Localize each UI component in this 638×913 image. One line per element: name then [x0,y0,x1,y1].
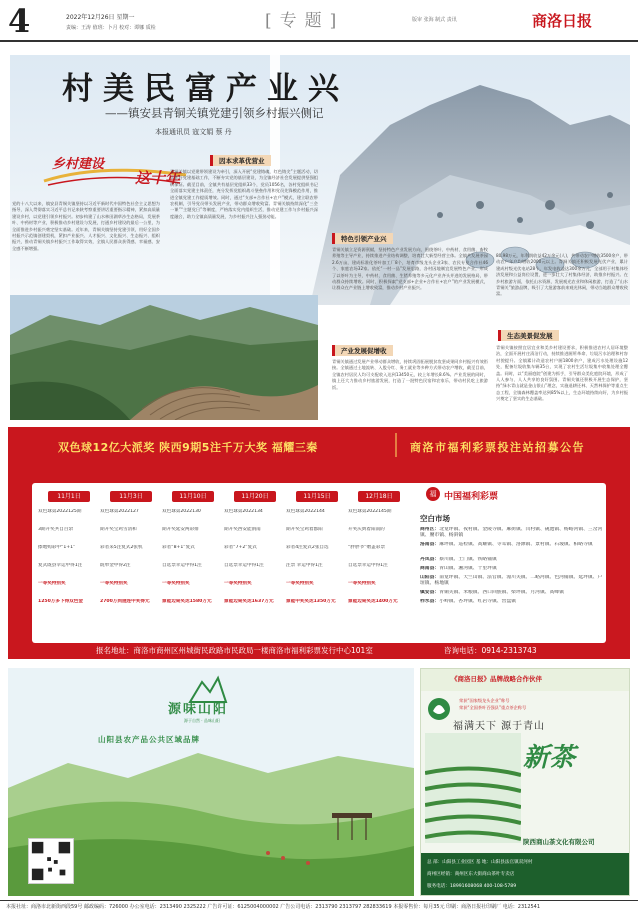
qr-code-icon [28,838,74,884]
ad-company-name: 陕西商山茶文化有限公司 [523,838,595,846]
lottery-headline-left: 双色球12亿大派奖 陕西9期5注千万大奖 福耀三秦 [58,441,318,454]
draw-line: 彩者“7+2”复式 [224,545,257,550]
market-towns: 青山镇、湘河镇、十里坪镇 [439,566,497,571]
ad-tag-bar [421,669,630,691]
ad-info-row: 商州区经销：商州区东大街商山茶叶专卖店 [427,872,515,877]
ad-slogan: 山阳县农产品公共区域品牌 [98,735,200,744]
draw-line: 彩者采5注复式2张机 [100,545,143,550]
ad-brand-sub: 源于自然 · 品味山阳 [184,718,220,723]
draw-line: “胖胖爷”赠盖彩票 [348,545,385,550]
draw-line: 自选票幸运中得1注 [162,563,202,568]
ad-calligraphy: 新茶 [523,743,576,773]
ad-partner-tag: 《商洛日报》品牌战略合作伙伴 [451,675,542,683]
ad-contact-info [421,853,630,896]
draw-date: 11月3日 [110,491,152,502]
article-col-4: 80.98万元，年利润收益42万余元(人)，共带动农户增收3500余户，带动农户年户均增收2000元以上。青铜关镇还积极发展光伏产业，累计建成村级光伏电站28个，年发电收益达300余万元，全部用于村集体经济发展和公益岗位设置，进一步壮大了村集体经济，助推乡村振兴。在乡村旅游方面，依托山水资源，发展观光农业和休闲旅游，打造了“山水青铜关”旅游品牌，吸引了大批游客前来观光休闲，带动当地群众增收致富。 [496,253,628,297]
draw-line: 双色球第2022125期 [38,509,82,514]
draw-column [286,489,348,639]
ad-motto: 福满天下 源于青山 [453,721,546,732]
draw-line: 期开奖西安能渭南 [224,527,261,532]
market-row [420,575,604,588]
series-badge [40,145,190,193]
draw-line: 票能边局奖达1400万元 [348,599,398,604]
section-label: [专题] [265,11,345,31]
article-col-1: 党的十八大以来，镇安县青铜关镇坚持以习近平新时代中国特色社会主义思想为指导，深入贯彻落实习近平总书记来陕考察重要讲话重要指示精神，紧扣高质量建设乡村，以党建引领乡村振兴。初步构建了山水林田湖草沙生态格局，发展茶叶、中药材等产业，积极推动乡村建设与发展，打通乡村建设的最后一公里，为全面推进乡村振兴奠定坚实基础。近年来，青铜关镇坚持党建引领，用好全国乡村振兴示范镇创建契机，紧扣产业振兴、人才振兴、文化振兴、生态振兴、组织振兴，推动青铜关镇乡村振兴工作取得实效，全镇人民群众获得感、幸福感、安全感不断增强。 [12,201,160,251]
feature-subtitle: ——镇安县青铜关镇党建引领乡村振兴侧记 [105,106,324,120]
draw-date: 11月1日 [48,491,90,502]
article-col-4b: 青铜关镇按照宜居宜业和美乡村建设要求，积极推进农村人居环境整治，全面开展村庄清洁行动，持续推进厕所革命、垃圾污水治理和村容村貌提升。全镇累计改造农村户厕1800余户，建成污水处理设施12处，配备垃圾收集车辆35台，实现了农村生活垃圾集中收集处理全覆盖。同时，以“美丽庭院”创建为抓手，引导群众美化庭院环境，形成了人人参与、人人共享的良好氛围。青铜关镇还积极开展生态保护，坚持“绿水青山就是金山银山”理念，实施退耕还林、天然林保护等重点生态工程，全镇森林覆盖率达到85%以上，生态环境持续向好，为乡村振兴奠定了坚实的生态基础。 [496,345,628,402]
draw-column [162,489,224,639]
draw-line: 2700万到施连中奖得元 [100,599,150,604]
draw-line: 一等奖特别奖 [286,581,314,586]
draw-line: 期开奖宝鸡着郡阳 [286,527,323,532]
draw-line: 一等奖特别奖 [162,581,190,586]
market-row [420,542,604,548]
draw-line: 开奖庆典着阳南的 [348,527,385,532]
ad-announcement-1: 荣获“国家级龙头企业”称号 [459,698,510,703]
terrace-valley-photo [10,295,318,420]
draw-date: 11月20日 [234,491,276,502]
draw-line: 注票 幸运中得1注 [286,563,323,568]
market-row [420,590,604,596]
market-towns: 南宽坪镇、天竺山镇、法官镇、漫川关镇、二峪河镇、色河铺镇、延坪镇、户垣镇、杨地镇 [420,575,603,587]
feature-byline: 本报通讯员 寇文娟 蔡 丹 [155,128,232,136]
draw-line: 票能边局奖达1637万元 [224,599,274,604]
market-row [420,566,604,572]
lottery-address: 报名地址：商洛市商州区州城街民政路市民政局一楼商洛市福利彩票发行中心101室 [96,646,373,655]
article-col-3: 青铜关镇立足资源禀赋，坚持特色产业发展方向，围绕茶叶、中药材、食用菌、畜牧养殖等主导产业，持续推进产业结构调整，培育壮大新型经营主体。全镇共发展茶园2.6万亩，建成标准化茶叶加工厂8个，培育市级龙头企业3家、农民专业合作社46个、家庭农场32家。依托“一村一品”发展思路，各村因地制宜发展特色产业，形成了以茶叶为主导，中药材、食用菌、生猪养殖等多元化产业齐头并进的发展格局，带动群众持续增收。同时，积极探索“党支部+企业+合作社+农户”的产业发展模式，让群众在产业链上增收致富，推动乡村产业振兴。 [332,247,488,291]
market-row [420,527,604,540]
ad-info-row: 服务电话：18991608068 400-108-5789 [427,884,517,889]
draw-line: 自选票幸运中得1注 [348,563,388,568]
draw-line: 期开奖宝鸡雪清和 [100,527,137,532]
subhead-c: 产业发展促增收 [332,345,393,356]
page-number: 4 [8,2,31,40]
badge-text-rural: 乡村建设 [52,157,105,172]
draw-line: 一等奖特别奖 [224,581,252,586]
market-towns: 青铜关镇、米粮镇、西口回族镇、柴坪镇、月河镇、高峰镇 [439,590,564,595]
draw-line: 一等奖特别奖 [100,581,128,586]
draw-line: 既单金中得2注 [100,563,131,568]
market-towns: 小岭镇、杏坪镇、红岩寺镇、营盘镇 [439,599,516,604]
draw-line: 双色球第2022127 [100,509,139,514]
lottery-footer [8,640,630,659]
subhead-a: 因本求革优营业 [210,155,271,166]
article-col-3b: 青铜关镇通过发展产业带动群众增收，持续巩固拓展脱贫攻坚成果同乡村振兴有效衔接。全镇通过土地流转、入股分红、务工就业等多种方式带动农户增收，截至目前，全镇农村居民人均可支配收入达到13450元，较上年增长8.6%。产业发展的同时，镇上还大力推动乡村旅游发展，打造了一批特色民宿和农家乐，带动村民吃上旅游饭。 [332,359,488,390]
market-towns: 蔡川镇、土门镇、铁峪铺镇 [439,557,497,562]
badge-text-decade: 这十年 [135,169,181,187]
market-city: 柞水县： [420,599,440,604]
draw-line: 双色球第2022130 [162,509,201,514]
market-city: 商州区： [420,527,440,532]
market-city: 山阳县： [420,575,440,580]
tea-company-logo-icon [425,695,453,735]
draw-line: 彩者“8+1”复式 [162,545,195,550]
draw-line: 擦地购彩中“1+1” [38,545,76,550]
ad-announcement-2: 荣获“全国茶叶百强县”重点茶企称号 [459,705,527,710]
designer-line: 版审 张海 制式 责讯 [412,17,457,23]
subhead-d: 生态美景促发展 [498,330,559,341]
draw-line: 期开奖延安两彩排 [162,527,199,532]
market-row [420,557,604,563]
ad-info-row: 总 部：山阳县工业园区 基 地：山阳县法官镇双河村 [427,860,533,865]
draw-line: 自选票幸运中得1注 [224,563,264,568]
draw-line: 双色球第2022144 [286,509,325,514]
ad-brand-name: 源味山阳 [168,702,229,717]
tea-company-ad [420,668,630,896]
subhead-b: 特色引领产业兴 [332,233,393,244]
draw-column [100,489,162,639]
market-towns: 北宽坪镇、夜村镇、金陵寺镇、麻街镇、闫村镇、砚池镇、杨峪河镇、三岔河镇、腰市镇、杨斜镇 [420,527,603,539]
lottery-banner [8,427,630,659]
draw-date: 11月10日 [172,491,214,502]
draw-column [224,489,286,639]
draw-line: 彩者4注复式2张自选 [286,545,329,550]
feature-article [10,55,630,420]
feature-title: 村美民富产业兴 [62,71,349,107]
draw-line: 3期开奖共自百余 [38,527,74,532]
page-footer: 本报社址：商洛市北新街西段59号 邮政编码：726000 办公室电话：2313490 2325222 广告许可证：6125004000002 广告公司电话：2313790 2313797 282833619 本报零售价：每月35元 印刷：商洛日报社印刷厂 电话：2312541 [0,900,638,913]
draw-line: 1250万多下得双色金 [38,599,83,604]
draw-line: 票能边局奖达1580万元 [162,599,212,604]
market-city: 丹凤县： [420,557,440,562]
market-city: 商南县： [420,566,440,571]
lottery-phone: 咨询电话：0914-2313743 [444,646,537,655]
market-towns: 麻坪镇、巡检镇、高耀镇、寺耳镇、洛源镇、景村镇、石坡镇、柏峪寺镇 [439,542,593,547]
draw-column [348,489,410,639]
lottery-topbar [8,427,630,463]
draw-line: 双色球第2022145期 [348,509,392,514]
article-col-2: 青铜关镇以党建带领建设为牵引，深入开展“党建铸魂，红色铸尖”主题活动，切实抓好党建基础工作，不断夯实党的基层建设，为全镇经济社会发展提供坚强组织保证。截至目前，全镇共有基层党组织33个，党员1056名，各村党组织书记全面落实党建主体责任，充分发挥党组织战斗堡垒作用和党员先锋模范作用，推进全镇党建工作提质增效。同时，通过“支部+合作社+农户”模式，建立联农带农机制，引导党员带头发展产业，带动群众增收致富。青铜关镇持续深化“三会一课”“主题党日”等制度，严格落实党内组织生活，推动党建工作与乡村振兴深度融合，助力全镇高质量发展，为乡村振兴注入强劲动能。 [170,169,318,219]
draw-line: 一等奖特别奖 [348,581,376,586]
draw-column [38,489,100,639]
newspaper-logo: 商洛日报 [532,12,593,30]
issue-date: 2022年12月26日 星期一 [66,14,135,21]
draw-line: 双色球第2022134 [224,509,263,514]
draw-line: 票能中奖奖达1350万元 [286,599,336,604]
draw-line: 一等奖特别奖 [38,581,66,586]
market-city: 洛南县： [420,542,440,547]
fuli-logo-icon: 福 [426,487,440,501]
market-title: 空白市场 [420,514,450,523]
market-city: 镇安县： [420,590,440,595]
editor-line: 责编：王涛 值班：卜月 校对：谭娜 质检 [66,25,156,31]
draw-date: 12月18日 [358,491,400,502]
page-header [0,0,638,42]
shanyang-brand-ad [8,668,414,896]
tea-field-photo [425,733,521,843]
draw-line: 复式既县幸运中得1注 [38,563,83,568]
draw-date: 11月15日 [296,491,338,502]
fuli-title: 中国福利彩票 [444,492,499,502]
fuli-recruit-block [420,487,604,639]
lottery-headline-right: 商洛市福利彩票投注站招募公告 [410,441,585,454]
market-row [420,599,604,605]
lottery-panel [32,483,606,643]
